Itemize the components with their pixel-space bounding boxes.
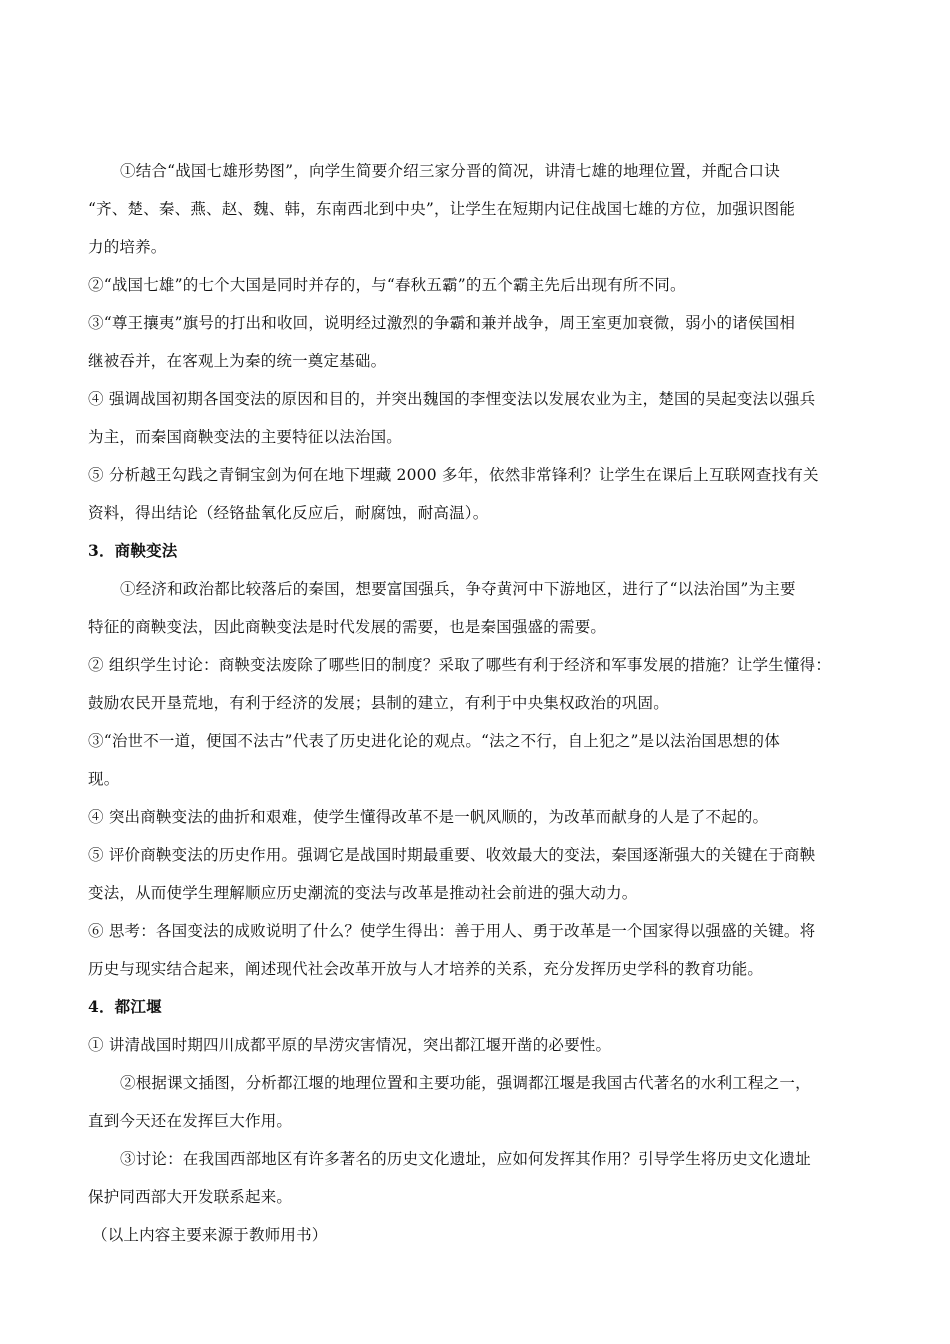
text-line: ①经济和政治都比较落后的秦国，想要富国强兵，争夺黄河中下游地区，进行了“以法治国”为主要 bbox=[120, 580, 796, 598]
text-line: ②“战国七雄”的七个大国是同时并存的，与“春秋五霸”的五个霸主先后出现有所不同。 bbox=[88, 276, 686, 294]
text-line: 继被吞并，在客观上为秦的统一奠定基础。 bbox=[88, 352, 387, 370]
text-line: ③“治世不一道，便国不法古”代表了历史进化论的观点。“法之不行，自上犯之”是以法治国思想的体 bbox=[88, 732, 780, 750]
text-line: “齐、楚、秦、燕、赵、魏、韩，东南西北到中央”，让学生在短期内记住战国七雄的方位，加强识图能 bbox=[88, 200, 796, 218]
text-line: ① 讲清战国时期四川成都平原的旱涝灾害情况，突出都江堰开凿的必要性。 bbox=[88, 1036, 612, 1054]
text-line: ③“尊王攘夷”旗号的打出和收回，说明经过激烈的争霸和兼并战争，周王室更加衰微，弱小的诸侯国相 bbox=[88, 314, 796, 332]
section-heading: 4．都江堰 bbox=[88, 997, 162, 1016]
text-line: 现。 bbox=[88, 770, 120, 788]
text-line: 直到今天还在发挥巨大作用。 bbox=[88, 1112, 293, 1130]
text-line: ④ 突出商鞅变法的曲折和艰难，使学生懂得改革不是一帆风顺的，为改革而献身的人是了不起的。 bbox=[88, 808, 769, 826]
text-line: 力的培养。 bbox=[88, 238, 167, 256]
text-line: 保护同西部大开发联系起来。 bbox=[88, 1188, 293, 1206]
text-line: ②根据课文插图，分析都江堰的地理位置和主要功能，强调都江堰是我国古代著名的水利工程之一， bbox=[120, 1074, 811, 1092]
text-line: ③讨论：在我国西部地区有许多著名的历史文化遗址，应如何发挥其作用？引导学生将历史文化遗址 bbox=[120, 1150, 811, 1168]
section-heading: 3．商鞅变法 bbox=[88, 541, 178, 560]
text-line: 特征的商鞅变法，因此商鞅变法是时代发展的需要，也是秦国强盛的需要。 bbox=[88, 618, 607, 636]
text-line: ⑤ 评价商鞅变法的历史作用。强调它是战国时期最重要、收效最大的变法，秦国逐渐强大的关键在于商鞅 bbox=[88, 846, 816, 864]
text-line: ⑥ 思考：各国变法的成败说明了什么？使学生得出：善于用人、勇于改革是一个国家得以强盛的关键。将 bbox=[88, 922, 816, 940]
source-note: （以上内容主要来源于教师用书） bbox=[92, 1226, 328, 1244]
text-line: 历史与现实结合起来，阐述现代社会改革开放与人才培养的关系，充分发挥历史学科的教育功能。 bbox=[88, 960, 764, 978]
text-line: 为主，而秦国商鞅变法的主要特征以法治国。 bbox=[88, 428, 403, 446]
document-body bbox=[88, 152, 878, 1254]
text-line: 变法，从而使学生理解顺应历史潮流的变法与改革是推动社会前进的强大动力。 bbox=[88, 884, 638, 902]
text-line: ② 组织学生讨论：商鞅变法废除了哪些旧的制度？采取了哪些有利于经济和军事发展的措施？让学生懂得： bbox=[88, 656, 832, 674]
text-line: ①结合“战国七雄形势图”，向学生简要介绍三家分晋的简况，讲清七雄的地理位置，并配合口诀 bbox=[120, 162, 780, 180]
text-line: ⑤ 分析越王勾践之青铜宝剑为何在地下埋藏 2000 多年，依然非常锋利？让学生在课后上互联网查找有关 bbox=[88, 466, 819, 484]
text-line: 资料，得出结论（经铬盐氧化反应后，耐腐蚀，耐高温）。 bbox=[88, 504, 489, 522]
text-line: 鼓励农民开垦荒地，有利于经济的发展；县制的建立，有利于中央集权政治的巩固。 bbox=[88, 694, 669, 712]
text-line: ④ 强调战国初期各国变法的原因和目的，并突出魏国的李悝变法以发展农业为主，楚国的吴起变法以强兵 bbox=[88, 390, 816, 408]
